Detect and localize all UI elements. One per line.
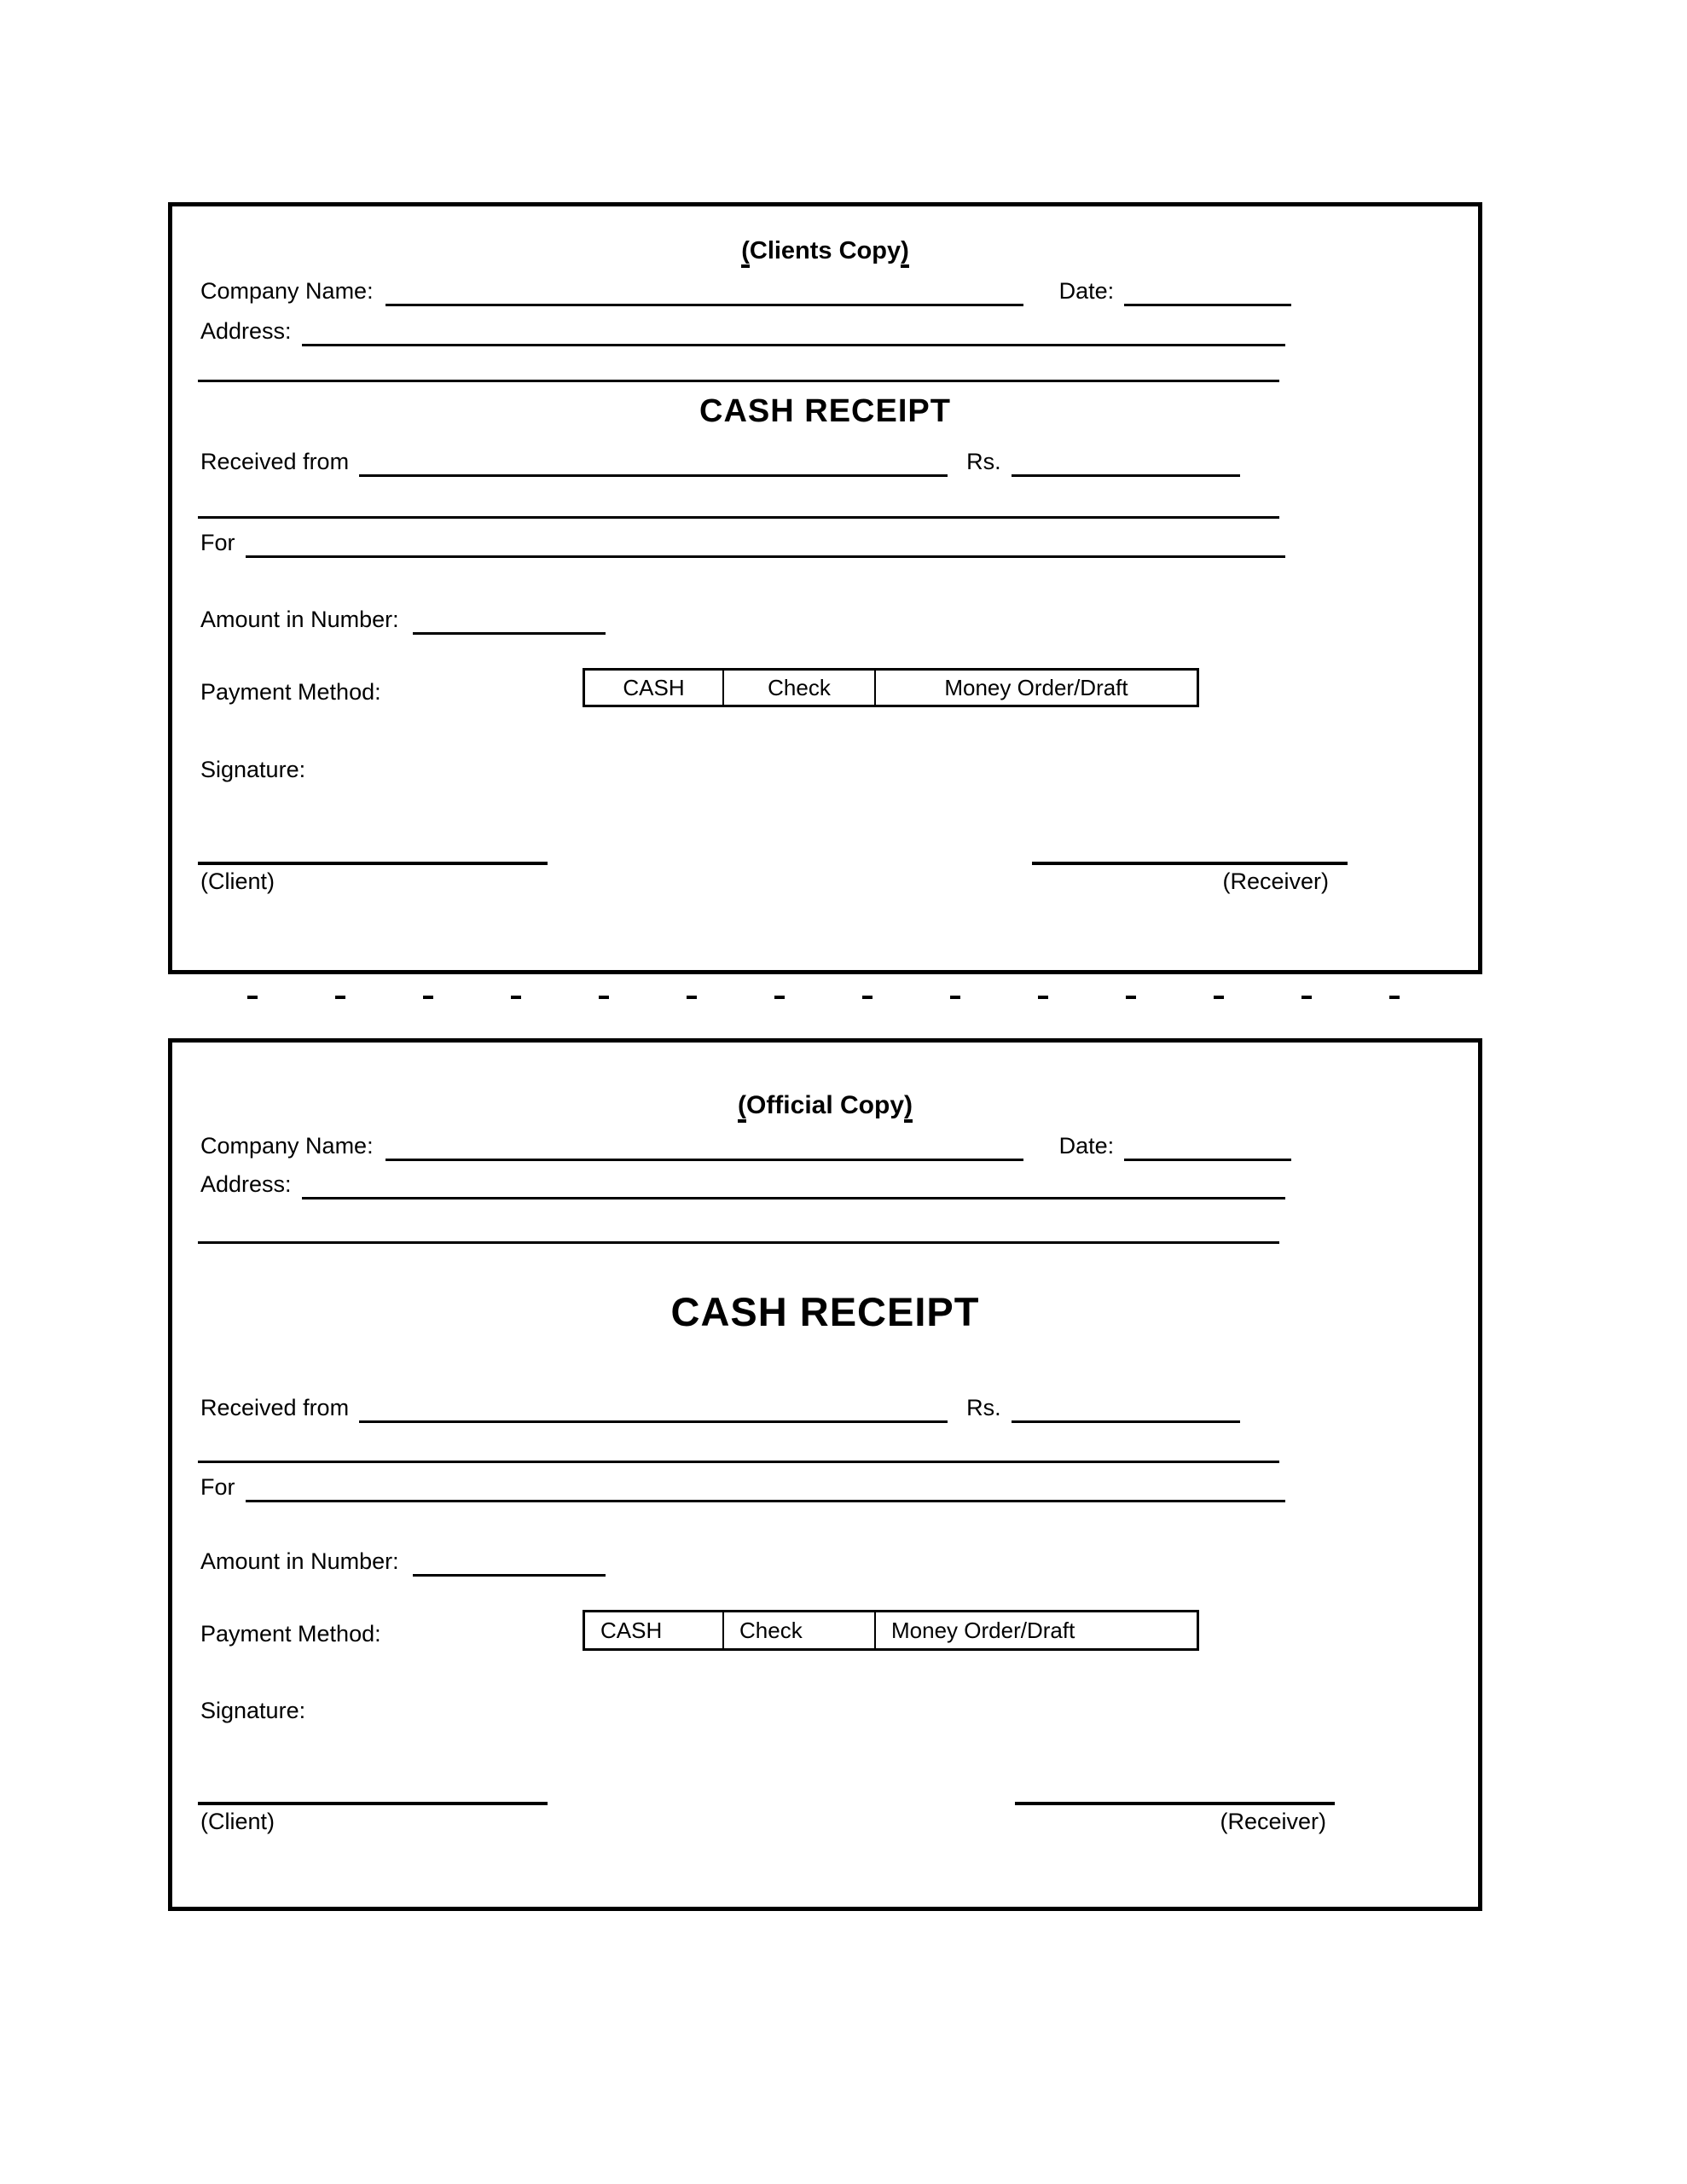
for-row — [200, 522, 1285, 558]
receipt-title-row — [172, 1288, 1478, 1335]
date-blank[interactable] — [1124, 275, 1291, 306]
payment-method-label: Payment Method: — [200, 679, 381, 705]
copy-label-close-paren: ) — [901, 237, 909, 268]
date-label: Date: — [1058, 278, 1115, 304]
signer-names-row — [200, 868, 1450, 895]
received-from-row — [200, 1387, 1240, 1423]
amount-in-number-blank[interactable] — [413, 603, 606, 635]
receiver-signature-line[interactable] — [1032, 862, 1348, 865]
payment-option-money-order-draft[interactable]: Money Order/Draft — [891, 1617, 1075, 1643]
receipt-title: CASH RECEIPT — [670, 1289, 980, 1334]
payment-method-table — [583, 668, 1199, 707]
payment-method-table — [583, 1610, 1199, 1651]
payment-method-row — [200, 1613, 381, 1649]
address-row — [200, 311, 1285, 346]
copy-label-text: Official Copy — [745, 1091, 905, 1119]
date-label: Date: — [1058, 1133, 1115, 1159]
amount-in-number-label: Amount in Number: — [200, 607, 399, 632]
received-from-blank-line2[interactable] — [198, 516, 1279, 519]
signature-label: Signature: — [200, 1698, 306, 1723]
payment-option-cash[interactable]: CASH — [585, 1612, 724, 1648]
received-from-blank[interactable] — [359, 445, 948, 477]
signer-names-row — [200, 1809, 1450, 1835]
address-blank[interactable] — [302, 315, 1285, 346]
signature-row — [200, 1690, 305, 1726]
payment-option-cash[interactable]: CASH — [585, 671, 724, 705]
company-name-blank[interactable] — [386, 1130, 1023, 1161]
company-date-row — [200, 270, 1291, 306]
clients-copy-section — [168, 202, 1482, 974]
receipt-title: CASH RECEIPT — [699, 393, 951, 429]
company-name-label: Company Name: — [200, 1133, 374, 1159]
company-date-row — [200, 1125, 1291, 1161]
address-blank-line2[interactable] — [198, 380, 1279, 382]
receiver-label: (Receiver) — [1220, 1809, 1326, 1834]
copy-label-text: Clients Copy — [749, 237, 901, 264]
address-blank-line2[interactable] — [198, 1241, 1279, 1244]
payment-option-money-order-draft[interactable]: Money Order/Draft — [944, 674, 1128, 700]
received-from-label: Received from — [200, 449, 350, 474]
received-from-label: Received from — [200, 1395, 350, 1420]
address-row — [200, 1164, 1285, 1199]
official-copy-section — [168, 1038, 1482, 1911]
company-name-label: Company Name: — [200, 278, 374, 304]
official-copy-label — [172, 1091, 1478, 1120]
clients-copy-label — [172, 237, 1478, 265]
address-label: Address: — [200, 318, 292, 344]
copy-label-open-paren: ( — [741, 237, 750, 268]
client-label: (Client) — [200, 868, 275, 894]
payment-option-check[interactable]: Check — [724, 1612, 876, 1648]
for-blank[interactable] — [246, 526, 1286, 558]
receiver-signature-line[interactable] — [1015, 1802, 1335, 1805]
company-name-blank[interactable] — [386, 275, 1023, 306]
receipt-title-row — [172, 393, 1478, 430]
payment-method-label: Payment Method: — [200, 1621, 381, 1647]
amount-rs-blank[interactable] — [1012, 1391, 1240, 1423]
currency-label: Rs. — [966, 449, 1001, 474]
for-blank[interactable] — [246, 1471, 1286, 1502]
amount-in-number-row — [200, 599, 606, 635]
amount-in-number-blank[interactable] — [413, 1545, 606, 1577]
client-signature-line[interactable] — [198, 1802, 548, 1805]
receiver-label: (Receiver) — [1222, 868, 1329, 894]
received-from-blank[interactable] — [359, 1391, 948, 1423]
amount-in-number-row — [200, 1541, 606, 1577]
copy-label-close-paren: ) — [904, 1091, 913, 1123]
address-label: Address: — [200, 1171, 292, 1197]
date-blank[interactable] — [1124, 1130, 1291, 1161]
address-blank[interactable] — [302, 1168, 1285, 1199]
signature-label: Signature: — [200, 757, 306, 782]
for-label: For — [200, 530, 235, 555]
payment-method-row — [200, 671, 381, 707]
received-from-blank-line2[interactable] — [198, 1461, 1279, 1463]
for-label: For — [200, 1474, 235, 1500]
client-label: (Client) — [200, 1809, 275, 1834]
for-row — [200, 1467, 1285, 1502]
amount-rs-blank[interactable] — [1012, 445, 1240, 477]
copy-label-open-paren: ( — [738, 1091, 746, 1123]
copy-separator-dashed-line — [247, 996, 1400, 999]
signature-row — [200, 749, 305, 785]
received-from-row — [200, 441, 1240, 477]
payment-option-check[interactable]: Check — [724, 671, 876, 705]
client-signature-line[interactable] — [198, 862, 548, 865]
amount-in-number-label: Amount in Number: — [200, 1548, 399, 1574]
currency-label: Rs. — [966, 1395, 1001, 1420]
